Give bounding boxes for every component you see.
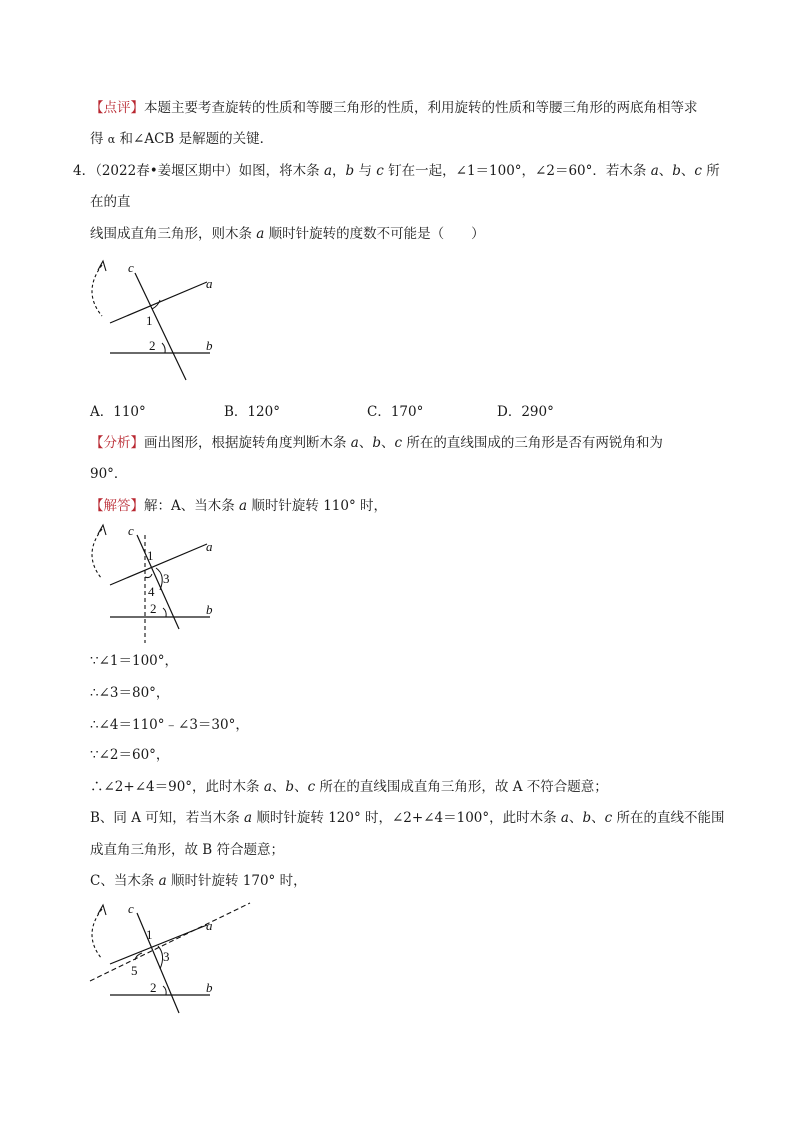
var-b: b: [372, 435, 382, 451]
sep: 、: [591, 810, 605, 826]
var-c: c: [376, 163, 384, 179]
label-1: 1: [146, 313, 153, 328]
comment-tag: 【点评】: [90, 100, 144, 116]
label-c: c: [128, 523, 134, 538]
var-a: a: [256, 226, 265, 242]
solution-figure-c: [80, 895, 260, 1023]
label-2: 2: [150, 980, 157, 995]
label-c: c: [128, 260, 134, 275]
analysis-text-1a: 画出图形，根据旋转角度判断木条: [144, 435, 351, 451]
option-c[interactable]: C．170°: [367, 404, 424, 420]
label-5: 5: [131, 963, 138, 978]
var-a: a: [650, 163, 659, 179]
problem-text-1f: 所: [701, 163, 720, 179]
label-2: 2: [149, 338, 156, 353]
solution-intro-a: 解：A、当木条: [144, 498, 240, 514]
comment-text-2b: 和∠ACB 是解题的关键．: [115, 131, 274, 147]
problem-text-3b: 顺时针旋转的度数不可能是（ ）: [264, 226, 485, 242]
step-5: [90, 777, 608, 797]
label-a: a: [206, 539, 213, 554]
case-c-line: [90, 871, 307, 891]
var-a: a: [239, 498, 248, 514]
solution-tag: 【解答】: [90, 498, 144, 514]
var-a: a: [244, 810, 253, 826]
label-4: 4: [148, 584, 155, 599]
var-c: c: [394, 435, 403, 451]
problem-text-1b: 与: [354, 163, 377, 179]
line-c: [135, 273, 186, 380]
label-b: b: [206, 338, 213, 353]
case-c-b: 顺时针旋转 170° 时，: [166, 873, 307, 889]
var-a: a: [350, 435, 359, 451]
case-b-b: 顺时针旋转 120° 时，∠2+∠4＝100°，此时木条: [252, 810, 561, 826]
step-3: ∴∠4＝110°﹣∠3＝30°，: [90, 717, 249, 733]
angle4-arc: [145, 574, 152, 578]
angle2-arc: [163, 986, 166, 995]
case-b-a: B、同 A 可知，若当木条: [90, 810, 245, 826]
var-c: c: [307, 779, 316, 795]
step-5-a: ∴∠2+∠4＝90°，此时木条: [90, 779, 264, 795]
label-b: b: [206, 602, 213, 617]
step-2: ∴∠3＝80°，: [90, 685, 170, 701]
problem-number: 4．: [73, 163, 96, 179]
option-d[interactable]: D．290°: [497, 404, 554, 420]
case-b-line-2: 成直角三角形，故 B 符合题意；: [90, 842, 285, 858]
arrow-head-icon: [98, 905, 106, 915]
analysis-line-1: [90, 433, 663, 453]
var-a: a: [263, 779, 272, 795]
var-c: c: [694, 163, 702, 179]
angle2-arc: [163, 608, 166, 617]
solution-intro-b: 顺时针旋转 110° 时，: [247, 498, 388, 514]
sep: 、: [381, 435, 395, 451]
comment-text-1: 本题主要考查旋转的性质和等腰三角形的性质，利用旋转的性质和等腰三角形的两底角相等求: [144, 100, 698, 116]
problem-figure: [80, 252, 250, 387]
rotation-arrow: [92, 265, 102, 316]
label-a: a: [206, 276, 213, 291]
option-a[interactable]: A．110°: [90, 404, 146, 420]
comment-line-1: [90, 98, 698, 118]
step-5-b: 所在的直线围成直角三角形，故 A 不符合题意；: [315, 779, 608, 795]
sep: 、: [568, 810, 583, 826]
label-1: 1: [147, 548, 154, 563]
problem-text-3a: 线围成直角三角形，则木条: [90, 226, 257, 242]
option-b[interactable]: B．120°: [224, 404, 280, 420]
label-1: 1: [146, 927, 153, 942]
var-b: b: [345, 163, 355, 179]
comment-text-2a: 得: [90, 131, 108, 147]
solution-intro: [90, 496, 387, 516]
angle2-arc: [162, 343, 165, 353]
sep: 、: [658, 163, 673, 179]
var-a: a: [158, 873, 167, 889]
var-b: b: [672, 163, 681, 179]
label-3: 3: [163, 571, 170, 586]
problem-line-3: [90, 224, 485, 244]
rotation-arrow: [92, 529, 102, 579]
sep: 、: [271, 779, 286, 795]
solution-figure-a: [80, 517, 250, 645]
step-1: ∵∠1＝100°，: [90, 653, 179, 669]
label-2: 2: [150, 601, 157, 616]
case-b-line-1: [90, 808, 725, 828]
step-4: ∵∠2＝60°，: [90, 747, 170, 763]
problem-text-1a: （2022春•姜堰区期中）如图，将木条: [95, 163, 324, 179]
arrow-head-icon: [98, 261, 106, 271]
dashed-rotated-line: [90, 903, 250, 981]
sep: 、: [358, 435, 373, 451]
line-c: [137, 913, 179, 1013]
line-a: [110, 544, 207, 585]
comma: ，: [332, 163, 346, 179]
problem-line-1: [73, 161, 720, 181]
var-a: a: [560, 810, 569, 826]
label-b: b: [206, 980, 213, 995]
case-c-a: C、当木条: [90, 873, 159, 889]
alpha-symbol: α: [107, 133, 116, 146]
analysis-line-2: 90°．: [90, 466, 128, 482]
rotation-arrow: [92, 909, 102, 959]
arrow-head-icon: [98, 525, 106, 535]
case-b-c: 所在的直线不能围: [612, 810, 725, 826]
analysis-text-1b: 所在的直线围成的三角形是否有两锐角和为: [402, 435, 663, 451]
var-a: a: [323, 163, 333, 179]
label-3: 3: [163, 949, 170, 964]
var-c: c: [604, 810, 613, 826]
label-c: c: [128, 901, 134, 916]
comment-line-2: [90, 129, 273, 150]
line-c: [137, 535, 179, 629]
sep: 、: [294, 779, 308, 795]
sep: 、: [680, 163, 695, 179]
var-b: b: [582, 810, 592, 826]
problem-text-1c: 钉在一起，∠1＝100°，∠2＝60°．若木条: [383, 163, 651, 179]
problem-line-2: 在的直: [90, 194, 131, 210]
var-b: b: [285, 779, 295, 795]
label-a: a: [206, 918, 213, 933]
analysis-tag: 【分析】: [90, 435, 144, 451]
